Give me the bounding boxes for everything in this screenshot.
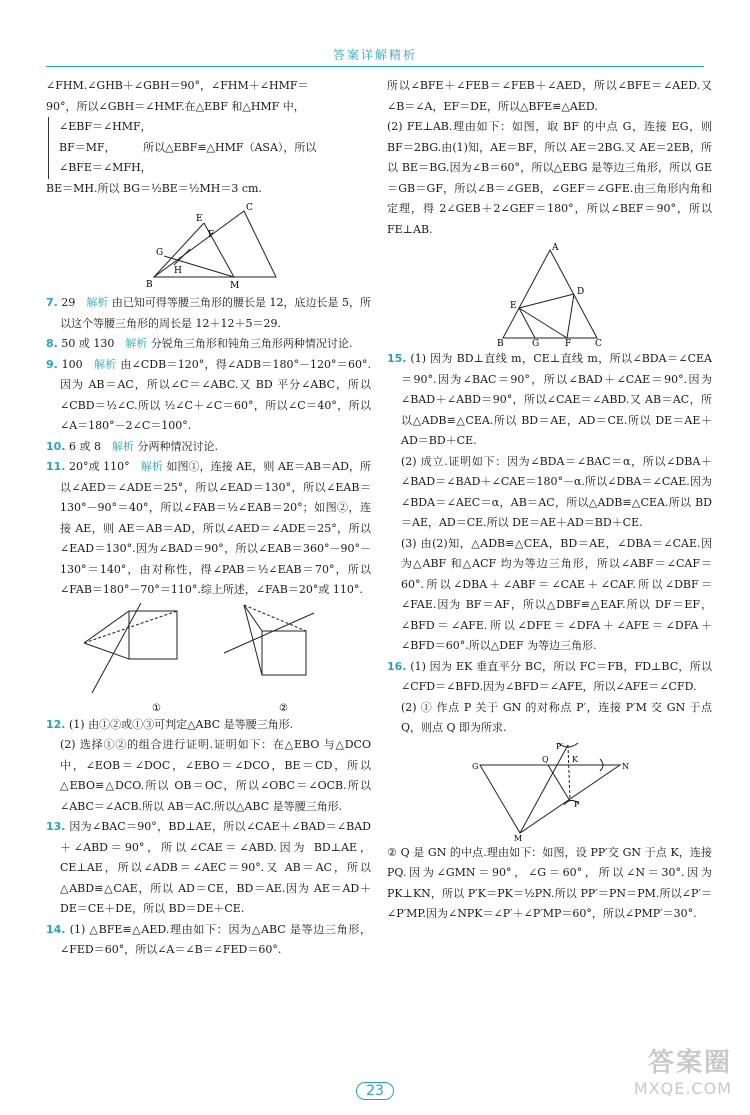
q13: 13. 因为∠BAC＝90°，BD⊥AE，所以∠CAE＋∠BAD＝∠BAD＋∠ABD＝90°，所以∠CAE＝∠ABD.因为 BD⊥AE，CE⊥AE，所以∠ADB＝∠AEC＝90°.又 AB＝AC，所以△ABD≌△CAE，所以 AD＝CE，BD＝AE.因为 AE＝AD＋DE＝CE＋DE，所以 BD＝DE＋CE. [46,820,371,915]
fig4-label: N [621,761,629,771]
header-rule [46,66,704,67]
watermark: 答案圈 MXQE.COM [633,1048,732,1098]
q16-part2: (2) ① 作点 P 关于 GN 的对称点 P′，连接 P′M 交 GN 于点 Q，则点 Q 即为所求. [401,700,712,734]
q6-line [48,117,371,179]
fig3-label: F [564,339,571,347]
q15-part2: (2) 成立.证明如下：因为∠BDA＝∠BAC＝α，所以∠DBA＋∠BAD＝∠BAD＋∠CAE＝180°－α.所以∠DBA＝∠CAE.因为∠BDA＝∠AEC＝α，AB＝AC，所以△ADB≌△CEA.所以 BD＝AE，AD＝CE.所以 DE＝AE＋AD＝BD＋CE. [401,454,712,529]
fig4-label: P [573,799,579,809]
fig4-label: G [471,761,478,771]
q6-cond: ∠EBF＝∠HMF， [59,120,152,133]
figure-caption: ② [278,702,288,713]
q6-line: BE＝MH.所以 BG＝½BE＝½MH＝3 cm. [46,181,262,195]
q15: 15. (1) 因为 BD⊥直线 m，CE⊥直线 m，所以∠BDA＝∠CEA＝90°.因为∠BAC＝90°，所以∠BAD＋∠CAE＝90°.因为∠BAD＋∠ABD＝90°，所以∠CAE＝∠ABD.又 AB＝AC，所以△ADB≌△CEA.所以 BD＝AE，AD＝CE.所以 DE＝AE＋AD＝BD＋CE. [387,352,712,447]
fig1-label: F [207,230,214,240]
fig4-label: P′ [555,741,563,751]
fig3-label: E [509,301,517,311]
q15-part3: (3) 由(2)知，△ADB≌△CEA，BD＝AE，∠DBA＝∠CAE.因为△ABF 和△ACF 均为等边三角形，所以∠ABF＝∠CAF＝60°.所以∠DBA＋∠ABF＝∠CAE＋∠CAF.所以∠DBF＝∠FAE.因为 BF＝AF，所以△DBF≌△EAF.所以 DF＝EF，∠BFD＝∠AFE.所以∠DFE＝∠DFA＋∠AFE＝∠DFA＋∠BFD＝60°.所以△DEF 为等边三角形. [401,536,712,652]
q9: 9. 100 解析 由∠CDB＝120°，得∠ADB＝180°－120°＝60°.因为 AB＝AC，所以∠C＝∠ABC.又 BD 平分∠ABC，所以∠CBD＝½∠C.所以 ½∠C＋∠C＝60°，所以∠C＝40°，所以∠A＝180°－2∠C＝100°. [46,357,372,432]
q12-part2: (2) 选择①②的组合进行证明.证明如下：在△EBO 与△DCO 中，∠EOB＝∠DOC，∠EBO＝∠DCO，BE＝CD，所以△EBO≌△DCO.所以 OB＝OC，所以∠OBC＝∠OCB.所以∠ABC＝∠ACB.所以 AB＝AC.所以△ABC 是等腰三角形. [60,738,371,813]
q11: 11. 20°或 110° 解析 如图①，连接 AE，则 AE＝AB＝AD，所以∠AED＝∠ADE＝25°，所以∠EAD＝130°，所以∠EAB＝130°－90°＝40°，所以∠FAB＝½∠EAB＝20°；如图②，连接 AE，则 AE＝AB＝AD，所以∠AED＝∠ADE＝25°，所以∠EAD＝130°.因为∠BAD＝90°，所以∠EAB＝360°－90°－130°＝140°，由对称性，得∠PAB＝½∠EAB＝70°，所以∠FAB＝180°－70°＝110°.综上所述，∠FAB＝20°或 110°. [46,460,372,596]
q16-part3: ② Q 是 GN 的中点.理由如下：如图，设 PP′交 GN 于点 K，连接 PQ.因为∠GMN＝90°，∠G＝60°，所以∠N＝30°.因为 PK⊥KN，所以 P′K＝PK＝½PN.所以 PP′＝PN＝PM.所以∠P′＝∠P′MP.因为∠NPK＝∠P′＋∠P′MP＝60°，所以∠PMP′＝30°. [387,845,712,920]
fig1-label: B [145,280,153,290]
q6-line: 90°，所以∠GBH＝∠HMF.在△EBF 和△HMF 中， [46,99,305,113]
q7: 7. 29 解析 由已知可得等腰三角形的腰长是 12，底边长是 5，所以这个等腰三角形的周长是 12＋12＋5＝29. [46,296,372,330]
left-column [46,76,371,961]
fig4-label: M [513,833,522,841]
square-figures [74,603,344,713]
fig1-label: E [195,214,203,224]
equilateral-figure [495,242,605,347]
fig1-label: H [173,266,182,276]
q14-cont: 所以∠BFE＋∠FEB＝∠FEB＋∠AED，所以∠BFE＝∠AED.又∠B＝∠A，EF＝DE，所以△BFE≌△AED. [387,79,712,113]
q6-line: ∠FHM.∠GHB＋∠GBH＝90°，∠FHM＋∠HMF＝ [46,79,309,92]
fig4-label: K [571,754,578,764]
fig3-label: G [531,339,539,347]
page-number: 23 [356,1082,394,1100]
fig3-label: A [551,243,558,253]
fig1-label: C [245,203,253,213]
q12: 12. (1) 由①②或①③可判定△ABC 是等腰三角形. [46,717,294,731]
fig4-label: Q [541,754,549,764]
q14: 14. (1) △BFE≌△AED.理由如下：因为△ABC 是等边三角形，∠FED＝60°，所以∠A＝∠B＝∠FED＝60°. [46,922,372,956]
q6-cond: BF＝MF， 所以△EBF≌△HMF（ASA），所以 [59,140,317,154]
q8: 8. 50 或 130 解析 分锐角三角形和钝角三角形两种情况讨论. [46,337,353,350]
fig3-label: C [594,339,602,347]
q6-cond: ∠BFE＝∠MFH， [59,161,152,174]
reflection-figure [470,741,630,841]
fig1-label: M [229,281,239,291]
q14-part2: (2) FE⊥AB.理由如下：如图，取 BF 的中点 G，连接 EG，则 BF＝2BG.由(1)知，AE＝BF，所以 AE＝2BG.又 AE＝2EB，所以 BE＝BG.因为∠B＝60°，所以△EBG 是等边三角形，所以 GE＝GB＝GF，所以∠B＝∠GEB，∠GEF＝∠GFE.由三角形内角和定理，得 2∠GEB＋2∠GEF＝180°，所以∠BEF＝90°，所以 FE⊥AB. [387,120,712,236]
q10: 10. 6 或 8 解析 分两种情况讨论. [46,439,218,453]
fig1-label: G [155,248,163,258]
right-column [387,76,712,925]
q16: 16. (1) 因为 EK 垂直平分 BC，所以 FC＝FB，FD⊥BC，所以∠CFD＝∠BFD.因为∠BFD＝∠AFE，所以∠AFE＝∠CFD. [387,659,713,693]
page-header: 答案详解精析 [332,48,417,62]
triangle-figure-1 [134,201,284,291]
figure-caption: ① [151,702,161,713]
fig3-label: B [496,339,504,347]
fig3-label: D [576,287,584,297]
